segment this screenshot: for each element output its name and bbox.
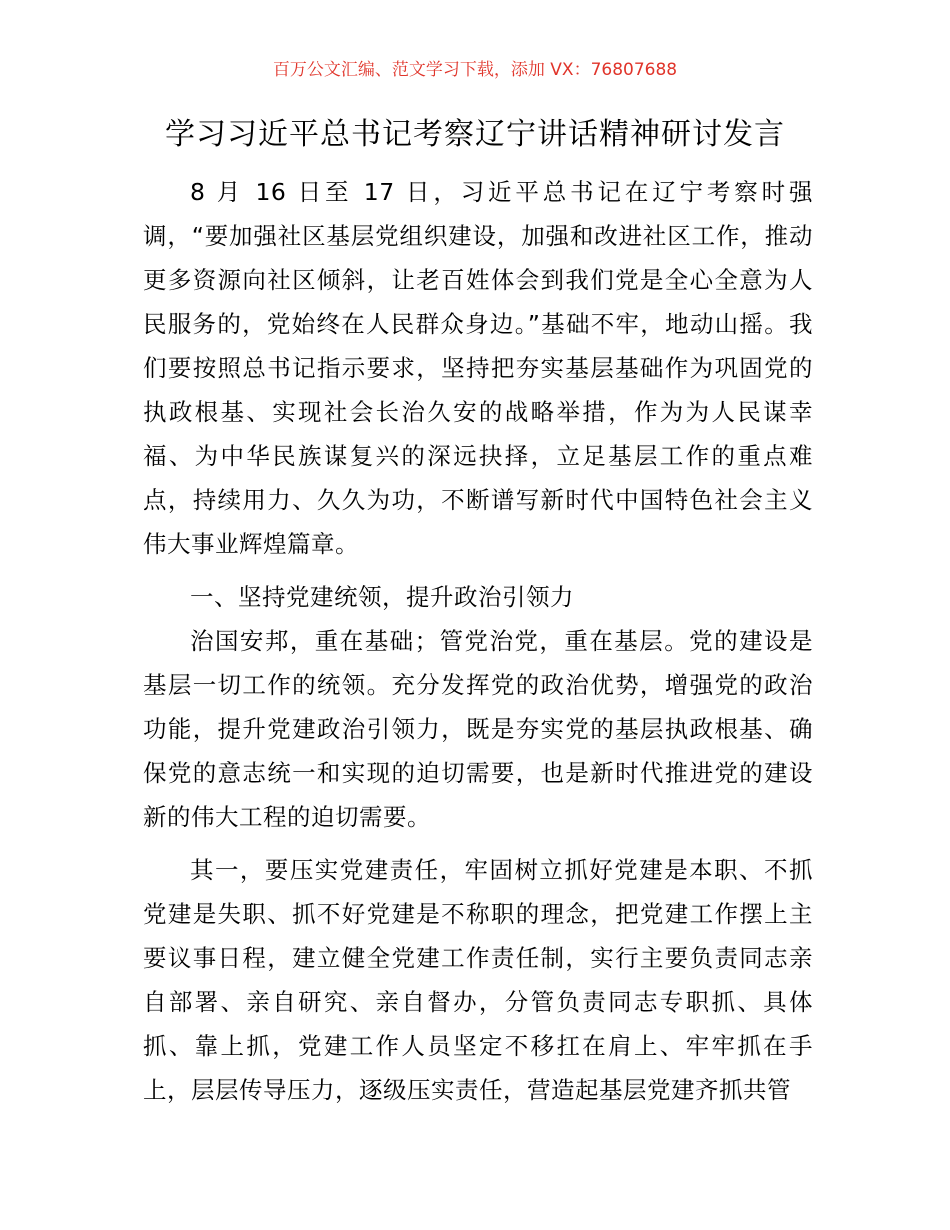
- section-heading-1: 一、坚持党建统领，提升政治引领力: [190, 583, 574, 611]
- paragraph-intro: 8 月 16 日至 17 日，习近平总书记在辽宁考察时强调，“要加强社区基层党组织建设，加强和改进社区工作，推动更多资源向社区倾斜，让老百姓体会到我们党是全心全意为人民服务的，党始终在人民群众身边。”基础不牢，地动山摇。我们要按照总书记指示要求，坚持把夯实基层基础作为巩固党的执政根基、实现社会长治久安的战略举措，作为为人民谋幸福、为中华民族谋复兴的深远抉择，立足基层工作的重点难点，持续用力、久久为功，不断谱写新时代中国特色社会主义伟大事业辉煌篇章。: [143, 178, 813, 558]
- paragraph-point-1: 其一，要压实党建责任，牢固树立抓好党建是本职、不抓党建是失职、抓不好党建是不称职的理念，把党建工作摆上主要议事日程，建立健全党建工作责任制，实行主要负责同志亲自部署、亲自研究、亲自督办，分管负责同志专职抓、具体抓、靠上抓，党建工作人员坚定不移扛在肩上、牢牢抓在手上，层层传导压力，逐级压实责任，营造起基层党建齐抓共管: [143, 856, 813, 1104]
- paragraph-section-1: 治国安邦，重在基础；管党治党，重在基层。党的建设是基层一切工作的统领。充分发挥党的政治优势，增强党的政治功能，提升党建政治引领力，既是夯实党的基层执政根基、确保党的意志统一和实现的迫切需要，也是新时代推进党的建设新的伟大工程的迫切需要。: [143, 627, 813, 831]
- header-note: 百万公文汇编、范文学习下载，添加 VX：76807688: [272, 60, 678, 80]
- document-body: [143, 170, 813, 1112]
- page-title: 学习习近平总书记考察辽宁讲话精神研讨发言: [165, 117, 785, 152]
